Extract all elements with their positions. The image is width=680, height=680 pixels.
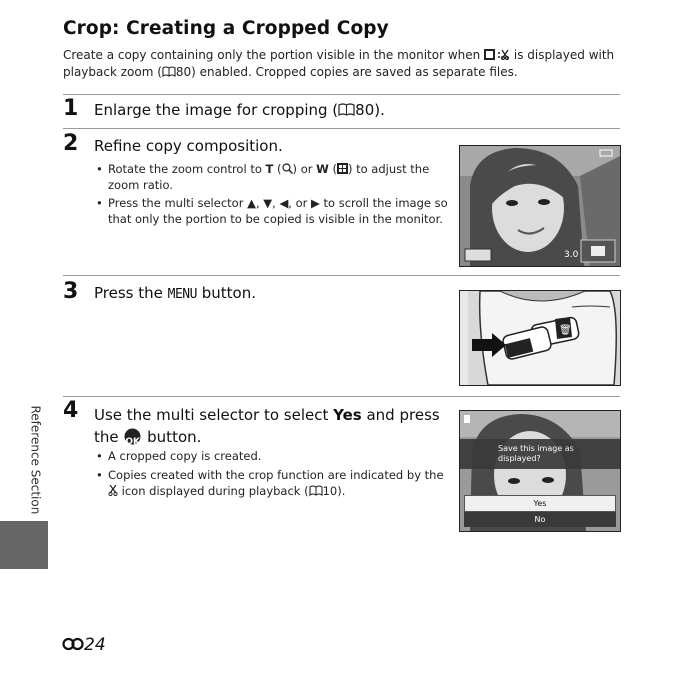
section-tab <box>0 521 48 569</box>
playback-zoom-icon <box>484 48 510 59</box>
zoom-ratio-readout: 3.0 <box>564 250 579 260</box>
step-3-number: 3 <box>63 279 79 304</box>
page-title: Crop: Creating a Cropped Copy <box>63 18 389 39</box>
divider <box>63 94 620 95</box>
dialog-prompt-text: Save this image as displayed? <box>498 444 574 463</box>
book-icon <box>162 65 176 76</box>
step-1-text-a: Enlarge the image for cropping ( <box>94 101 339 119</box>
reference-section-icon <box>62 636 84 650</box>
bullet-text: Copies created with the crop function are indicated by the <box>108 468 444 482</box>
step-4-text-c: the <box>94 428 124 446</box>
step-4-text <box>94 404 440 448</box>
divider <box>63 275 620 276</box>
step-3-text-b: button. <box>196 284 256 302</box>
thumbnail-icon <box>337 162 348 173</box>
dialog-option-no[interactable]: No <box>464 512 616 527</box>
step-1-text-b: ). <box>374 101 385 119</box>
bullet-text: icon displayed during playback ( <box>118 484 309 498</box>
step-4-number: 4 <box>63 398 79 423</box>
step-4-bullet-2 <box>94 467 453 499</box>
tele-label: T <box>265 162 274 176</box>
bullet-text: ). <box>337 484 346 498</box>
step-2-bullet-1 <box>94 161 453 193</box>
step-4-text-b: and press <box>361 406 440 424</box>
bullet-text: , <box>272 196 280 210</box>
intro-text-4: 80) enabled. Cropped copies are saved as separate files. <box>175 65 518 79</box>
trash-icon: 🗑 <box>559 325 572 336</box>
bullet-text: Rotate the zoom control to <box>108 162 266 176</box>
dialog-option-yes[interactable]: Yes <box>464 495 616 512</box>
ok-label: OK <box>125 437 141 447</box>
step-2-number: 2 <box>63 131 79 156</box>
page-number <box>62 635 106 655</box>
intro-text-3: playback zoom ( <box>63 65 162 79</box>
bullet-text: Press the multi selector <box>108 196 248 210</box>
bullet-text: , or <box>288 196 312 210</box>
step-2-bullet-2 <box>94 195 453 227</box>
step-1-page-ref: 80 <box>355 101 375 119</box>
yes-label: Yes <box>333 406 362 424</box>
book-icon <box>338 102 355 115</box>
wide-label: W <box>316 162 329 176</box>
step-1-text <box>94 101 385 119</box>
portrait-photo <box>460 146 620 266</box>
step-4-text-a: Use the multi selector to select <box>94 406 334 424</box>
arrow-up-icon: ▲ <box>247 196 256 210</box>
dialog-prompt <box>460 439 620 469</box>
camera-back-illustration <box>459 290 621 386</box>
page-ref: 10 <box>322 484 338 498</box>
bullet-text: ) or <box>292 162 317 176</box>
divider <box>63 396 620 397</box>
arrow-right-icon: ▶ <box>311 196 320 210</box>
zoom-in-icon <box>282 162 293 173</box>
menu-label: MENU <box>167 287 197 302</box>
book-icon <box>309 484 323 495</box>
bullet-text: to scroll the image so that only the portion to be copied is visible in the monitor. <box>108 196 448 226</box>
zoomed-playback-screen <box>459 145 621 267</box>
intro-text-2: is displayed with <box>510 48 615 62</box>
step-1-number: 1 <box>63 96 79 121</box>
ok-button-icon <box>123 428 142 445</box>
step-2-text: Refine copy composition. <box>94 137 283 155</box>
bullet-text: ( <box>328 162 337 176</box>
crop-icon <box>108 484 118 495</box>
intro-text-1: Create a copy containing only the portion visible in the monitor when <box>63 48 485 62</box>
bullet-text: ) to adjust the zoom ratio. <box>108 162 430 192</box>
bullet-text: , <box>255 196 264 210</box>
step-3-text <box>94 284 256 302</box>
divider <box>63 128 620 129</box>
arrow-left-icon: ◀ <box>279 196 289 210</box>
side-section-label <box>27 405 43 515</box>
save-confirm-screen <box>459 410 621 532</box>
page-number-text: 24 <box>84 635 106 655</box>
step-3-text-a: Press the <box>94 284 168 302</box>
arrow-down-icon: ▼ <box>263 196 273 210</box>
intro-paragraph <box>63 47 623 81</box>
step-4-bullet-1: • A cropped copy is created. <box>94 448 453 464</box>
side-section-text: Reference Section <box>28 405 43 515</box>
bullet-text: ( <box>273 162 282 176</box>
step-4-text-d: button. <box>142 428 202 446</box>
